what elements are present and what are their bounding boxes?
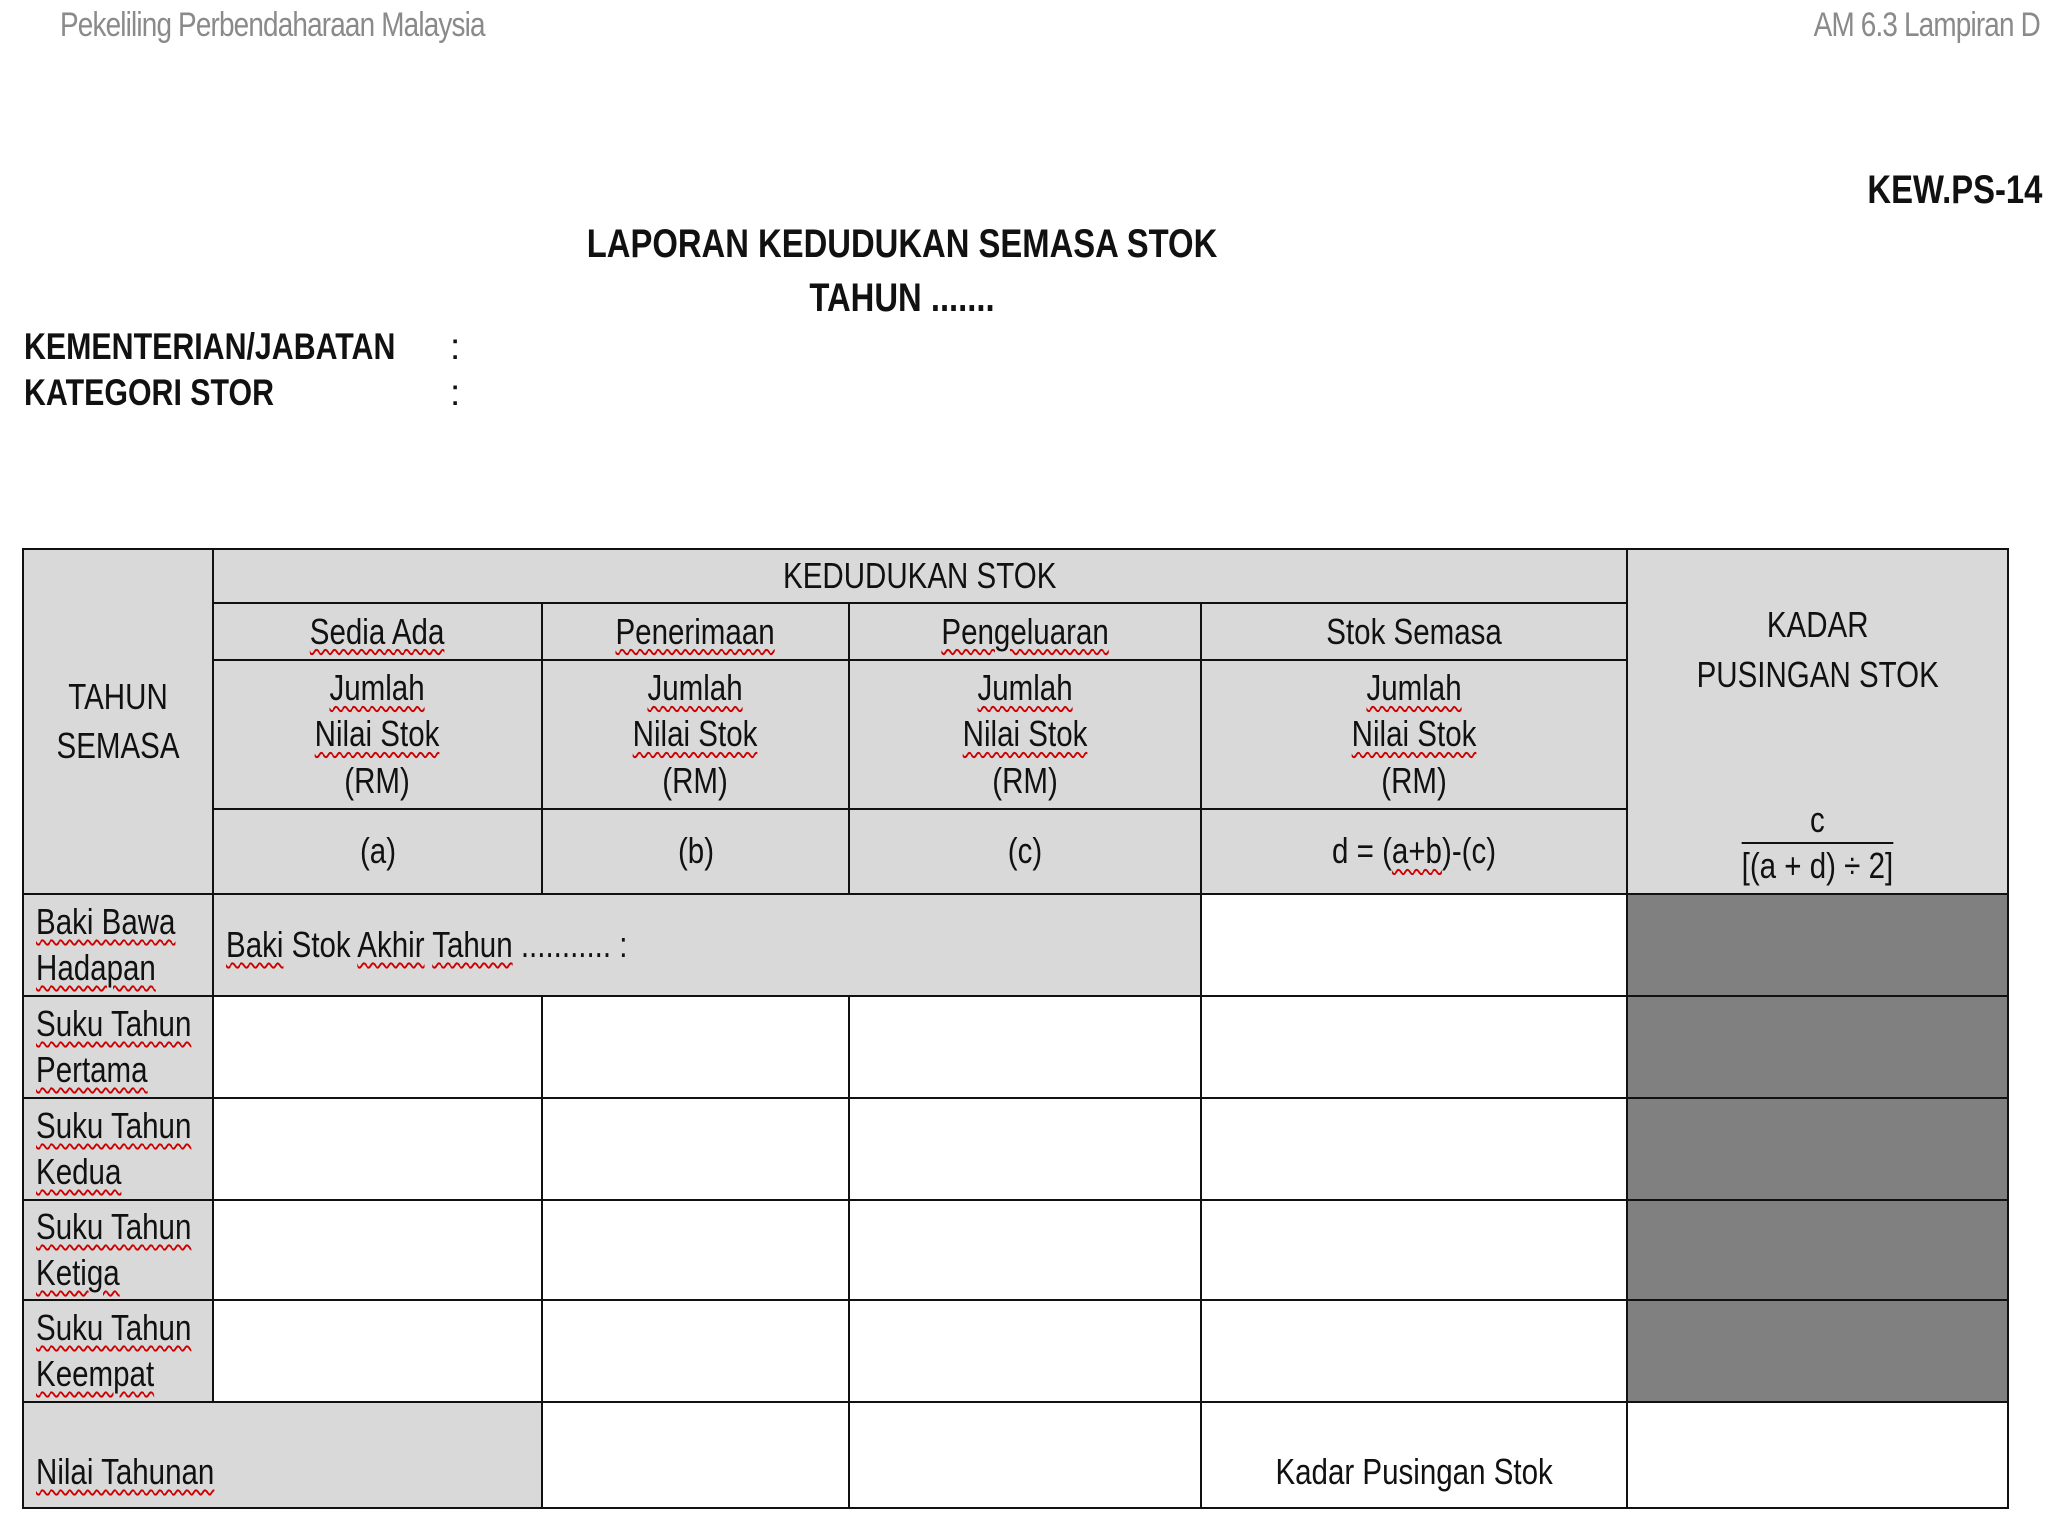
cell-q1-kadar: [1627, 996, 2008, 1098]
col-code-d: d = (a+b)-(c): [1201, 809, 1627, 894]
col-code-b: (b): [542, 809, 849, 894]
kadar-formula: $\frac{c}{[(a + d) \div 2]}$: [1741, 799, 1894, 886]
field-label-kementerian: KEMENTERIAN/JABATAN: [24, 326, 396, 367]
header-tahun-semasa: TAHUN SEMASA: [23, 549, 213, 894]
col-subheader-a: Jumlah Nilai Stok (RM): [213, 660, 542, 808]
cell-q2-c[interactable]: [849, 1098, 1201, 1200]
col-code-a: (a): [213, 809, 542, 894]
kadar-pusingan-label: Kadar Pusingan Stok: [1201, 1402, 1627, 1508]
cell-q3-kadar: [1627, 1200, 2008, 1300]
cell-q2-b[interactable]: [542, 1098, 849, 1200]
cell-q4-c[interactable]: [849, 1300, 1201, 1402]
cell-q4-a[interactable]: [213, 1300, 542, 1402]
cell-q2-kadar: [1627, 1098, 2008, 1200]
cell-q1-d[interactable]: [1201, 996, 1627, 1098]
cell-nilai-tahunan-c[interactable]: [849, 1402, 1201, 1508]
cell-q3-b[interactable]: [542, 1200, 849, 1300]
field-colon-kategori: :: [450, 372, 461, 413]
row-label-suku-ketiga: Suku Tahun Ketiga: [23, 1200, 213, 1300]
cell-kadar-pusingan-value[interactable]: [1627, 1402, 2008, 1508]
cell-nilai-tahunan-b[interactable]: [542, 1402, 849, 1508]
field-label-kategori: KATEGORI STOR: [24, 372, 275, 413]
stock-table: [22, 548, 2009, 1509]
header-appendix-ref: AM 6.3 Lampiran D: [1813, 6, 2040, 44]
cell-q1-a[interactable]: [213, 996, 542, 1098]
cell-q4-b[interactable]: [542, 1300, 849, 1402]
header-circular-title: Pekeliling Perbendaharaan Malaysia: [60, 6, 485, 44]
header-kedudukan-stok: KEDUDUKAN STOK: [213, 549, 1627, 603]
nilai-tahunan-label: Nilai Tahunan: [23, 1402, 542, 1508]
form-code: KEW.PS-14: [1867, 168, 2042, 212]
baki-stok-akhir-tahun: Baki Stok Akhir Tahun ........... :: [213, 894, 1201, 996]
cell-q1-c[interactable]: [849, 996, 1201, 1098]
row-label-suku-pertama: Suku Tahun Pertama: [23, 996, 213, 1098]
cell-q3-c[interactable]: [849, 1200, 1201, 1300]
cell-q4-kadar: [1627, 1300, 2008, 1402]
col-header-penerimaan: Penerimaan: [542, 603, 849, 660]
col-subheader-d: Jumlah Nilai Stok (RM): [1201, 660, 1627, 808]
col-header-stok-semasa: Stok Semasa: [1201, 603, 1627, 660]
cell-q3-a[interactable]: [213, 1200, 542, 1300]
col-header-pengeluaran: Pengeluaran: [849, 603, 1201, 660]
report-year: TAHUN .......: [809, 276, 995, 320]
cell-baki-kadar: [1627, 894, 2008, 996]
field-colon-kementerian: :: [450, 326, 461, 367]
row-label-baki-bawa-hadapan: Baki Bawa Hadapan: [23, 894, 213, 996]
row-label-suku-kedua: Suku Tahun Kedua: [23, 1098, 213, 1200]
cell-q2-a[interactable]: [213, 1098, 542, 1200]
cell-q3-d[interactable]: [1201, 1200, 1627, 1300]
col-code-c: (c): [849, 809, 1201, 894]
report-title: LAPORAN KEDUDUKAN SEMASA STOK: [586, 222, 1218, 266]
col-subheader-b: Jumlah Nilai Stok (RM): [542, 660, 849, 808]
col-header-sedia-ada: Sedia Ada: [213, 603, 542, 660]
cell-q4-d[interactable]: [1201, 1300, 1627, 1402]
cell-q1-b[interactable]: [542, 996, 849, 1098]
cell-q2-d[interactable]: [1201, 1098, 1627, 1200]
col-subheader-c: Jumlah Nilai Stok (RM): [849, 660, 1201, 808]
header-kadar-pusingan: KADAR PUSINGAN STOK $\frac{c}{[(a + d) \div 2]}$: [1627, 549, 2008, 894]
cell-baki-d[interactable]: [1201, 894, 1627, 996]
row-label-suku-keempat: Suku Tahun Keempat: [23, 1300, 213, 1402]
